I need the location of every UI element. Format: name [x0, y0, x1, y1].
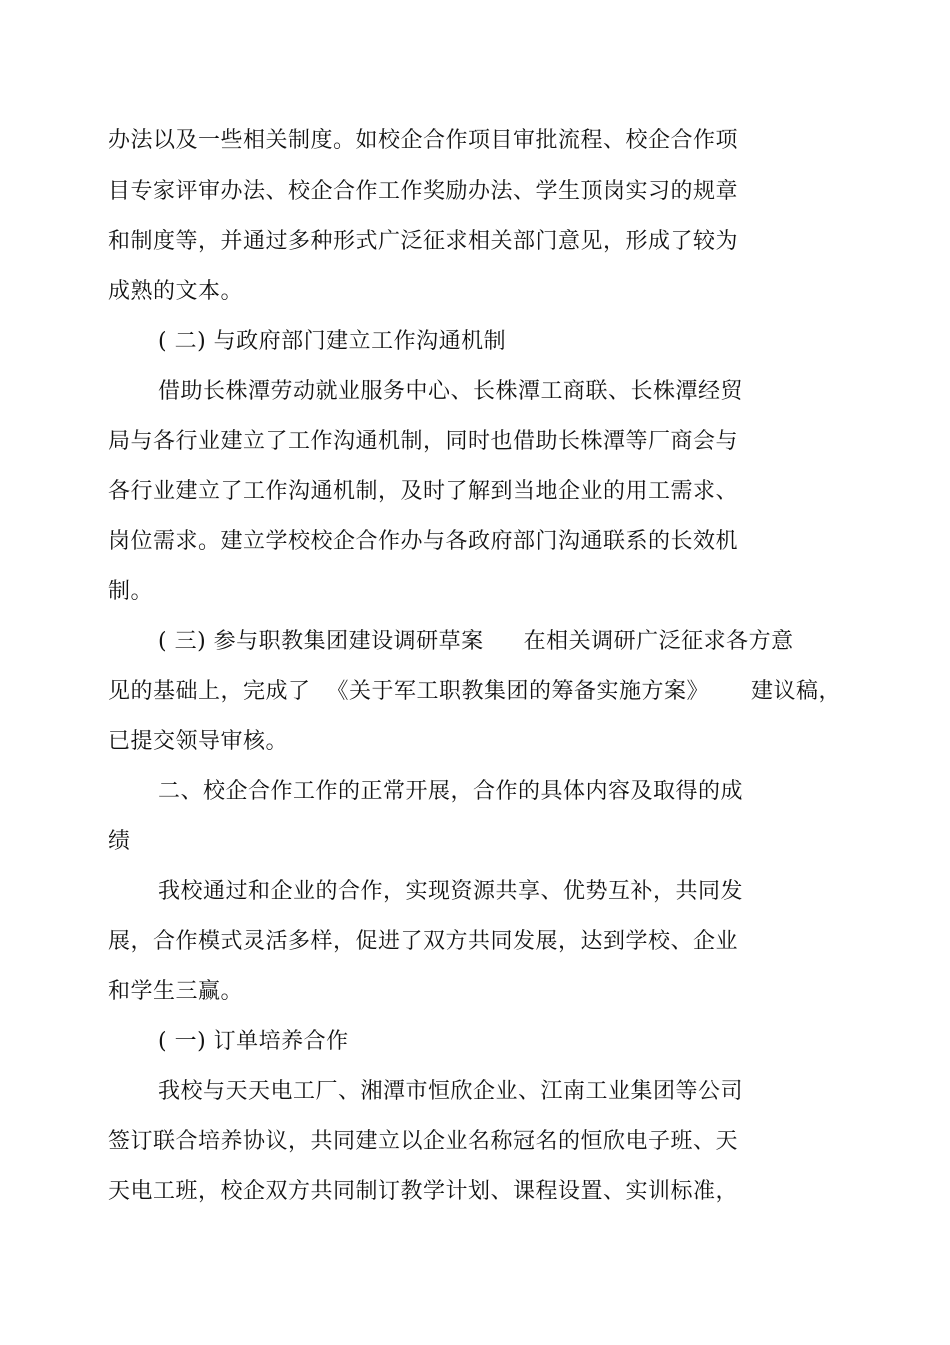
paragraph-line: 局与各行业建立了工作沟通机制，同时也借助长株潭等厂商会与 [108, 429, 739, 454]
paragraph-line: 天电工班，校企双方共同制订教学计划、课程设置、实训标准， [108, 1179, 739, 1204]
section-heading: 绩 [108, 829, 131, 854]
paragraph-line: 签订联合培养协议，共同建立以企业名称冠名的恒欣电子班、天 [108, 1129, 739, 1154]
section-heading: ( 三) 参与职教集团建设调研草案 [158, 629, 484, 654]
paragraph-line: 借助长株潭劳动就业服务中心、长株潭工商联、长株潭经贸 [158, 379, 744, 404]
paragraph-line: 和制度等，并通过多种形式广泛征求相关部门意见，形成了较为 [108, 229, 739, 254]
paragraph-line: 办法以及一些相关制度。如校企合作项目审批流程、校企合作项 [108, 128, 739, 153]
paragraph-line [108, 677, 841, 707]
paragraph-line: 制。 [108, 579, 154, 604]
paragraph-line: 和学生三赢。 [108, 979, 244, 1004]
paragraph-line: 展，合作模式灵活多样，促进了双方共同发展，达到学校、企业 [108, 929, 739, 954]
paragraph-text: 建议稿， [751, 679, 842, 704]
document-title-reference: 《关于军工职教集团的筹备实施方案》 [326, 679, 710, 704]
paragraph-text: 见的基础上，完成了 [108, 679, 311, 704]
paragraph-text: 在相关调研广泛征求各方意 [523, 629, 794, 654]
section-heading: ( 一) 订单培养合作 [158, 1029, 349, 1054]
paragraph-line: 我校通过和企业的合作，实现资源共享、优势互补，共同发 [158, 879, 744, 904]
section-heading: 二、校企合作工作的正常开展，合作的具体内容及取得的成 [158, 779, 744, 804]
paragraph-line: 成熟的文本。 [108, 279, 244, 304]
paragraph-line: 目专家评审办法、校企合作工作奖励办法、学生顶岗实习的规章 [108, 179, 739, 204]
paragraph-line: 已提交领导审核。 [108, 729, 289, 754]
section-heading: ( 二) 与政府部门建立工作沟通机制 [158, 329, 507, 354]
paragraph-line: 各行业建立了工作沟通机制，及时了解到当地企业的用工需求、 [108, 479, 739, 504]
section-heading-line [158, 627, 794, 657]
paragraph-line: 岗位需求。建立学校校企合作办与各政府部门沟通联系的长效机 [108, 529, 739, 554]
paragraph-line: 我校与天天电工厂、湘潭市恒欣企业、江南工业集团等公司 [158, 1079, 744, 1104]
